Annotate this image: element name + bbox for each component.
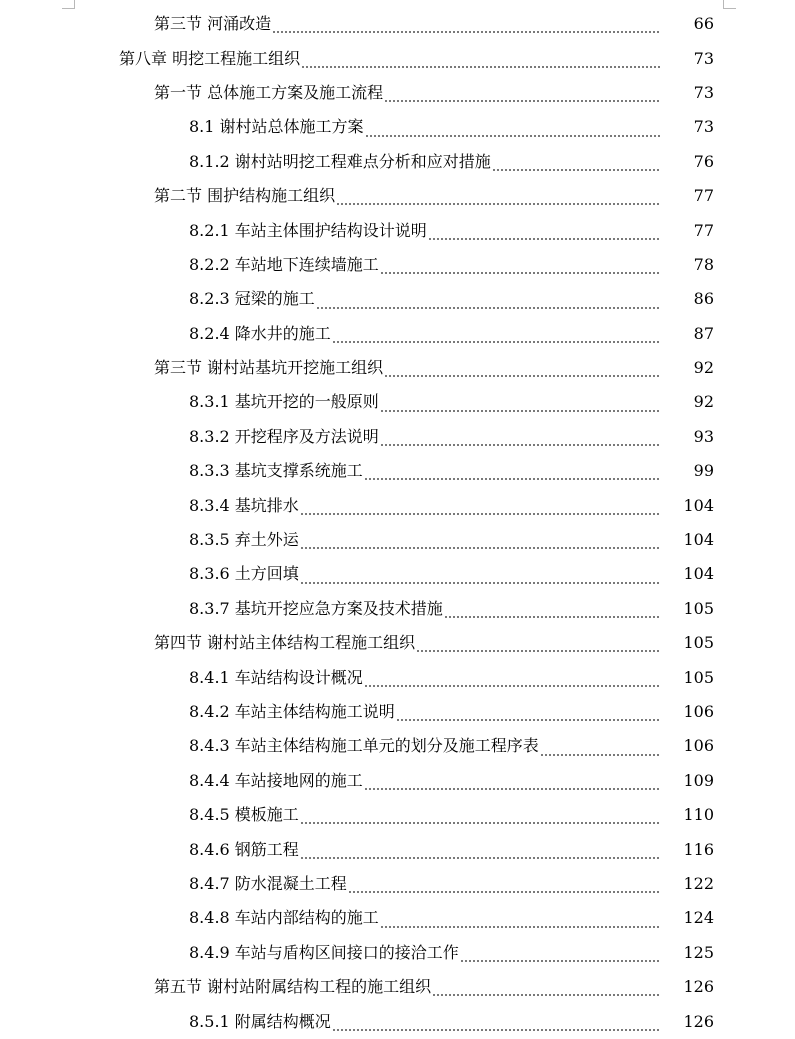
toc-entry-page-number bbox=[662, 324, 714, 344]
table-of-contents bbox=[0, 7, 795, 1039]
toc-page-number-text: 124 bbox=[683, 908, 714, 928]
toc-page-number-text: 104 bbox=[683, 530, 714, 550]
toc-page-number-text: 105 bbox=[683, 633, 714, 653]
toc-entry-page-number bbox=[662, 496, 714, 516]
toc-entry-page-number bbox=[662, 14, 714, 34]
toc-dot-leader bbox=[432, 994, 661, 996]
toc-entry[interactable] bbox=[0, 936, 795, 970]
toc-entry[interactable] bbox=[0, 248, 795, 282]
toc-entry[interactable] bbox=[0, 351, 795, 385]
toc-page-number-text: 116 bbox=[683, 839, 714, 859]
toc-entry-title: 第三节 河涌改造 bbox=[154, 14, 272, 34]
toc-dot-leader bbox=[336, 203, 661, 205]
toc-dot-leader bbox=[384, 100, 661, 102]
toc-entry-page-number bbox=[662, 117, 714, 137]
toc-dot-leader bbox=[300, 822, 661, 824]
toc-entry-title: 第一节 总体施工方案及施工流程 bbox=[154, 82, 384, 102]
toc-entry-title: 8.4.8 车站内部结构的施工 bbox=[189, 908, 379, 928]
toc-dot-leader bbox=[380, 926, 661, 928]
toc-entry[interactable] bbox=[0, 76, 795, 110]
toc-entry-page-number bbox=[662, 186, 714, 206]
toc-entry-title: 8.4.4 车站接地网的施工 bbox=[189, 770, 363, 790]
toc-entry[interactable] bbox=[0, 317, 795, 351]
toc-entry-title: 第三节 谢村站基坑开挖施工组织 bbox=[154, 358, 384, 378]
toc-entry[interactable] bbox=[0, 764, 795, 798]
toc-page-number-text: 86 bbox=[693, 289, 714, 309]
toc-dot-leader bbox=[300, 857, 661, 859]
toc-entry-page-number bbox=[662, 427, 714, 447]
toc-entry[interactable] bbox=[0, 41, 795, 75]
toc-entry-title: 8.3.2 开挖程序及方法说明 bbox=[189, 426, 379, 446]
toc-entry-title: 第四节 谢村站主体结构工程施工组织 bbox=[154, 633, 416, 653]
toc-entry[interactable] bbox=[0, 592, 795, 626]
toc-page-number-text: 66 bbox=[693, 14, 714, 34]
toc-entry[interactable] bbox=[0, 282, 795, 316]
toc-page-number-text: 76 bbox=[693, 151, 714, 171]
toc-page-number-text: 78 bbox=[693, 254, 714, 274]
toc-page-number-text: 122 bbox=[683, 873, 714, 893]
toc-entry-page-number bbox=[662, 1012, 714, 1032]
toc-entry[interactable] bbox=[0, 867, 795, 901]
toc-dot-leader bbox=[316, 307, 661, 309]
toc-dot-leader bbox=[364, 478, 661, 480]
toc-entry-title: 8.4.9 车站与盾构区间接口的接洽工作 bbox=[189, 942, 459, 962]
toc-page-number-text: 73 bbox=[693, 117, 714, 137]
toc-entry[interactable] bbox=[0, 901, 795, 935]
toc-page-number-text: 77 bbox=[693, 220, 714, 240]
toc-entry[interactable] bbox=[0, 1004, 795, 1038]
toc-entry-page-number bbox=[662, 49, 714, 69]
toc-entry[interactable] bbox=[0, 798, 795, 832]
toc-page-number-text: 92 bbox=[693, 392, 714, 412]
toc-page-number-text: 126 bbox=[683, 977, 714, 997]
toc-entry-title: 8.3.1 基坑开挖的一般原则 bbox=[189, 392, 379, 412]
toc-page-number-text: 126 bbox=[683, 1011, 714, 1031]
toc-dot-leader bbox=[416, 650, 661, 652]
toc-dot-leader bbox=[300, 513, 661, 515]
toc-entry-page-number bbox=[662, 977, 714, 997]
toc-entry-page-number bbox=[662, 358, 714, 378]
toc-page-number-text: 109 bbox=[683, 770, 714, 790]
toc-page-number-text: 105 bbox=[683, 598, 714, 618]
toc-entry-page-number bbox=[662, 840, 714, 860]
toc-page-number-text: 99 bbox=[693, 461, 714, 481]
toc-page-number-text: 92 bbox=[693, 358, 714, 378]
toc-entry-title: 8.3.6 土方回填 bbox=[189, 564, 299, 584]
toc-entry-title: 8.3.7 基坑开挖应急方案及技术措施 bbox=[189, 598, 443, 618]
toc-entry-title: 8.1 谢村站总体施工方案 bbox=[189, 117, 364, 137]
toc-entry-title: 8.4.1 车站结构设计概况 bbox=[189, 667, 363, 687]
toc-entry[interactable] bbox=[0, 557, 795, 591]
toc-entry[interactable] bbox=[0, 523, 795, 557]
toc-entry[interactable] bbox=[0, 110, 795, 144]
toc-entry[interactable] bbox=[0, 213, 795, 247]
toc-entry-page-number bbox=[662, 668, 714, 688]
toc-entry[interactable] bbox=[0, 970, 795, 1004]
toc-dot-leader bbox=[380, 444, 661, 446]
toc-entry[interactable] bbox=[0, 729, 795, 763]
toc-dot-leader bbox=[540, 754, 661, 756]
toc-entry-title: 8.4.2 车站主体结构施工说明 bbox=[189, 702, 395, 721]
toc-dot-leader bbox=[300, 547, 661, 549]
toc-dot-leader bbox=[428, 238, 661, 240]
toc-entry[interactable] bbox=[0, 179, 795, 213]
toc-entry-title: 8.3.4 基坑排水 bbox=[189, 495, 299, 515]
toc-entry-page-number bbox=[662, 805, 714, 825]
toc-entry-page-number bbox=[662, 599, 714, 619]
toc-page-number-text: 104 bbox=[683, 564, 714, 584]
toc-entry-title: 第二节 围护结构施工组织 bbox=[154, 186, 336, 206]
toc-entry[interactable] bbox=[0, 488, 795, 522]
toc-page-number-text: 105 bbox=[683, 667, 714, 687]
toc-entry-page-number bbox=[662, 289, 714, 309]
toc-page-number-text: 73 bbox=[693, 82, 714, 102]
toc-entry-page-number bbox=[662, 943, 714, 963]
toc-page-number-text: 87 bbox=[693, 323, 714, 343]
toc-dot-leader bbox=[444, 616, 661, 618]
toc-entry-page-number bbox=[662, 633, 714, 653]
toc-entry-page-number bbox=[662, 736, 714, 756]
toc-entry-title: 8.4.6 钢筋工程 bbox=[189, 839, 299, 859]
toc-page-number-text: 77 bbox=[693, 186, 714, 206]
toc-page-number-text: 106 bbox=[683, 702, 714, 721]
toc-page-number-text: 93 bbox=[693, 426, 714, 446]
toc-dot-leader bbox=[332, 341, 661, 343]
toc-dot-leader bbox=[364, 788, 661, 790]
toc-entry[interactable] bbox=[0, 695, 795, 729]
toc-entry-page-number bbox=[662, 83, 714, 103]
toc-entry-page-number bbox=[662, 255, 714, 275]
toc-entry-title: 8.2.1 车站主体围护结构设计说明 bbox=[189, 220, 427, 240]
toc-dot-leader bbox=[380, 410, 661, 412]
toc-entry[interactable] bbox=[0, 420, 795, 454]
toc-entry-title: 8.2.4 降水井的施工 bbox=[189, 323, 331, 343]
toc-entry-title: 第五节 谢村站附属结构工程的施工组织 bbox=[154, 977, 432, 997]
toc-entry[interactable] bbox=[0, 832, 795, 866]
toc-entry-page-number bbox=[662, 874, 714, 894]
toc-entry-title: 8.5.1 附属结构概况 bbox=[189, 1011, 331, 1031]
toc-entry[interactable] bbox=[0, 454, 795, 488]
toc-entry-page-number bbox=[662, 771, 714, 791]
toc-entry-page-number bbox=[662, 461, 714, 481]
toc-entry-page-number bbox=[662, 221, 714, 241]
toc-entry[interactable] bbox=[0, 626, 795, 660]
toc-entry[interactable] bbox=[0, 660, 795, 694]
toc-dot-leader bbox=[272, 31, 661, 33]
toc-dot-leader bbox=[364, 685, 661, 687]
toc-page-number-text: 73 bbox=[693, 48, 714, 68]
toc-entry-title: 第八章 明挖工程施工组织 bbox=[119, 48, 301, 68]
toc-entry[interactable] bbox=[0, 385, 795, 419]
toc-dot-leader bbox=[332, 1029, 661, 1031]
toc-entry-page-number bbox=[662, 530, 714, 550]
toc-dot-leader bbox=[380, 272, 661, 274]
toc-dot-leader bbox=[492, 169, 661, 171]
toc-dot-leader bbox=[301, 66, 661, 68]
toc-page-number-text: 125 bbox=[683, 942, 714, 962]
toc-dot-leader bbox=[384, 375, 661, 377]
toc-entry-title: 8.3.5 弃土外运 bbox=[189, 530, 299, 550]
toc-dot-leader bbox=[348, 891, 661, 893]
toc-entry-title: 8.2.2 车站地下连续墙施工 bbox=[189, 254, 379, 274]
toc-dot-leader bbox=[300, 582, 661, 584]
toc-entry-page-number bbox=[662, 908, 714, 928]
toc-page-number-text: 110 bbox=[683, 805, 714, 825]
toc-dot-leader bbox=[460, 960, 661, 962]
toc-entry-title: 8.3.3 基坑支撑系统施工 bbox=[189, 461, 363, 481]
toc-entry-title: 8.4.3 车站主体结构施工单元的划分及施工程序表 bbox=[189, 736, 539, 756]
toc-entry[interactable] bbox=[0, 145, 795, 179]
toc-entry-title: 8.4.7 防水混凝土工程 bbox=[189, 873, 347, 893]
toc-entry-page-number bbox=[662, 152, 714, 172]
toc-entry-page-number bbox=[662, 702, 714, 722]
toc-entry-page-number bbox=[662, 564, 714, 584]
toc-entry[interactable] bbox=[0, 7, 795, 41]
toc-entry-title: 8.2.3 冠梁的施工 bbox=[189, 289, 315, 309]
toc-dot-leader bbox=[365, 135, 661, 137]
toc-entry-page-number bbox=[662, 392, 714, 412]
toc-entry-title: 8.1.2 谢村站明挖工程难点分析和应对措施 bbox=[189, 151, 491, 171]
toc-page-number-text: 104 bbox=[683, 495, 714, 515]
toc-page-number-text: 106 bbox=[683, 736, 714, 756]
toc-entry-title: 8.4.5 模板施工 bbox=[189, 805, 299, 825]
toc-dot-leader bbox=[396, 719, 661, 721]
